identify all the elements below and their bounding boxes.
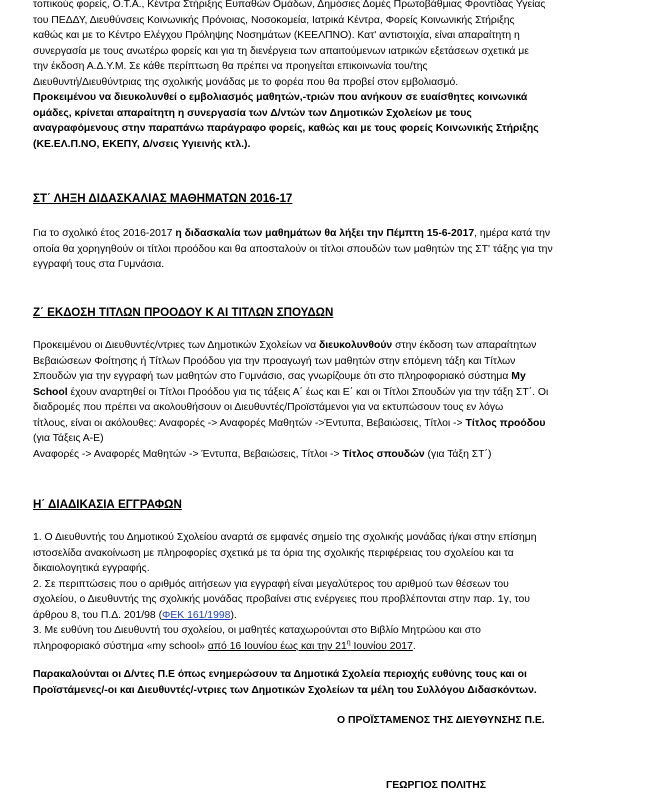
text-line: εγγραφή τους στα Γυμνάσια. [33,259,165,270]
text-run: Τίτλος προόδου [465,417,546,429]
text-run: Προκειμένου οι Διευθυντές/ντριες των Δημοτικών Σχολείων να [33,340,319,351]
superscript: η [346,639,351,647]
text-line [33,447,614,463]
text-line: Διευθυντή/Διευθύντριας της σχολικής μονάδας με το φορέα που θα προβεί στον εμβολιασμό. [33,76,459,88]
text-line: του ΠΕΔΔΥ, Διευθύνσεις Κοινωνικής Πρόνοιας, Νοσοκομεία, Ιατρικά Κέντρα, Φορείς Κοινωνικής Στήριξης [33,14,515,26]
text-line [33,369,614,385]
text-line [33,416,614,432]
text-line [33,385,614,401]
intro-paragraph [33,0,614,90]
section-heading-enrollment: Η΄ ΔΙΑΔΙΚΑΣΙΑ ΕΓΓΡΑΦΩΝ [33,498,182,511]
text-line: ομάδες, κρίνεται απαραίτητη η συνεργασία των Δ/ντών των Δημοτικών Σχολείων με τους [33,107,472,119]
text-line: συνεργασία με τους ανωτέρω φορείς και για τη διενέργεια των απαιτούμενων ιατρικών εξετάσεων σχετικά με [33,45,529,57]
text-run: . [412,640,416,652]
text-run: πληροφοριακό σύστημα «my school» [33,640,208,652]
text-run: Σπουδών για την εγγραφή των μαθητών στο Γυμνάσιο, σας γνωρίζουμε ότι στο πληροφοριακό σύστημα [33,371,512,382]
section-heading-end-of-lessons: ΣΤ΄ ΛΗΞΗ ΔΙΔΑΣΚΑΛΙΑΣ ΜΑΘΗΜΑΤΩΝ 2016-17 [33,192,293,205]
text-run: Ιουνίου 2017 [350,640,413,652]
text-line [33,639,614,655]
text-line [33,338,614,354]
text-run: άρθρου 8, του Π.Δ. 201/98 ( [33,609,163,621]
text-run: , ημέρα κατά την [474,228,551,239]
lesson-end-date: η διδασκαλία των μαθημάτων θα λήξει την Πέμπτη 15-6-2017 [175,228,475,239]
text-line: (ΚΕ.ΕΛ.Π.ΝΟ, ΕΚΕΠΥ, Δ/νσεις Υγιεινής κτλ.). [33,138,251,150]
text-run: τίτλους, είναι οι ακόλουθες: Αναφορές -> Αναφορές Μαθητών ->Έντυπα, Βεβαιώσεις, Τίτλοι -> [33,417,466,429]
text-line: 1. Ο Διευθυντής του Δημοτικού Σχολείου αναρτά σε εμφανές σημείο της σχολικής μονάδας ή/και στην επίσημη [33,532,537,543]
text-run: ). [230,609,237,621]
text-line: 3. Με ευθύνη του Διευθυντή του σχολείου, οι μαθητές καταχωρούνται στο Βιβλίο Μητρώου και στο [33,625,481,636]
certificates-paragraph [33,338,614,462]
text-run: Αναφορές -> Αναφορές Μαθητών -> Έντυπα, Βεβαιώσεις, Τίτλοι -> [33,448,343,460]
text-line: Παρακαλούνται οι Δ/ντες Π.Ε όπως ενημερώσουν τα Δημοτικά Σχολεία περιοχής ευθύνης τους και οι [33,669,527,680]
text-line: δικαιολογητικά εγγραφής. [33,563,150,574]
text-line: Προκειμένου να διευκολυνθεί ο εμβολιασμός μαθητών,-τριών που ανήκουν σε ευαίσθητες κοινωνικά [33,92,528,103]
closing-paragraph [33,667,614,698]
text-run: διευκολυνθούν [318,340,393,351]
text-line: ιστοσελίδα ανακοίνωση με πληροφορίες σχετικά με τα όρια της σχολικής περιφέρειας του σχολείου και τα [33,547,514,559]
text-run: (για Τάξη ΣΤ΄) [424,448,492,460]
text-line: Προϊστάμενες/-οι και Διευθυντές/-ντριες των Δημοτικών Σχολείων τα μέλη του Συλλόγου Διδασκόντων. [33,684,537,696]
text-run: Για το σχολικό έτος 2016-2017 [33,228,176,239]
text-line: διαδρομές που πρέπει να ακολουθήσουν οι Διευθυντές/Προϊστάμενοι για να εκτυπώσουν τους εν λόγω [33,402,504,413]
text-line: (για Τάξεις Α-Ε) [33,433,104,444]
text-line [33,226,614,242]
enrollment-dates [208,641,413,652]
text-line: Βεβαιώσεων Φοίτησης ή Τίτλων Προόδου για την προαγωγή των μαθητών στην επόμενη τάξη και Τίτλων [33,355,516,367]
text-run: My [511,371,526,382]
intro-bold-paragraph [33,90,614,152]
text-line: τοπικούς φορείς, Ο.Τ.Α., Κέντρα Στήριξης Ευπαθών Ομάδων, Δημόσιες Δομές Πρωτοβάθμιας Φροντίδας Υγείας [33,0,546,10]
text-run: School [33,386,68,398]
text-run: Τίτλος σπουδών [342,448,425,460]
text-run: από 16 Ιουνίου έως και την 21 [207,640,347,652]
end-of-lessons-paragraph [33,226,614,273]
text-line: καθώς και με το Κέντρο Ελέγχου Πρόληψης Νοσημάτων (ΚΕΕΛΠΝΟ). Κατ' αντιστοιχία, είναι απαραίτητη η [33,30,520,41]
text-line: σχολείου, ο Διευθυντής της σχολικής μονάδας προβαίνει στις ενέργειες που προβλέπονται στην παρ. 1γ, του [33,594,530,605]
text-run: στην έκδοση των απαραίτητων [392,340,537,351]
text-line [33,608,614,624]
text-run: έχουν αναρτηθεί οι Τίτλοι Προόδου για τις τάξεις Α΄ έως και Ε΄ και οι Τίτλοι Σπουδών για την τάξη ΣΤ΄. Οι [67,386,549,398]
signer-title: Ο ΠΡΟΪΣΤΑΜΕΝΟΣ ΤΗΣ ΔΙΕΥΘΥΝΣΗΣ Π.Ε. [337,715,545,726]
section-heading-certificates: Ζ΄ ΕΚΔΟΣΗ ΤΙΤΛΩΝ ΠΡΟΟΔΟΥ Κ ΑΙ ΤΙΤΛΩΝ ΣΠΟΥΔΩΝ [33,306,334,319]
signer-name: ΓΕΩΡΓΙΟΣ ΠΟΛΙΤΗΣ [386,780,486,791]
text-line: αναγραφόμενους στην παραπάνω παράγραφο φορείς, καθώς και με τους φορείς Κοινωνικής Στήριξης [33,123,539,134]
text-line: την έκδοση Α.Δ.Υ.Μ. Σε κάθε περίπτωση θα πρέπει να προηγείται επικοινωνία του/της [33,61,428,72]
text-line: οποία θα χορηγηθούν οι τίτλοι προόδου και θα αποσταλούν οι τίτλοι σπουδών των μαθητών της ΣΤ' τάξης για την [33,243,553,255]
text-line: 2. Σε περιπτώσεις που ο αριθμός αιτήσεων για εγγραφή είναι μεγαλύτερος του αριθμού των θέσεων του [33,578,509,590]
enrollment-list [33,530,614,654]
fek-link[interactable]: ΦΕΚ 161/1998 [162,609,231,621]
